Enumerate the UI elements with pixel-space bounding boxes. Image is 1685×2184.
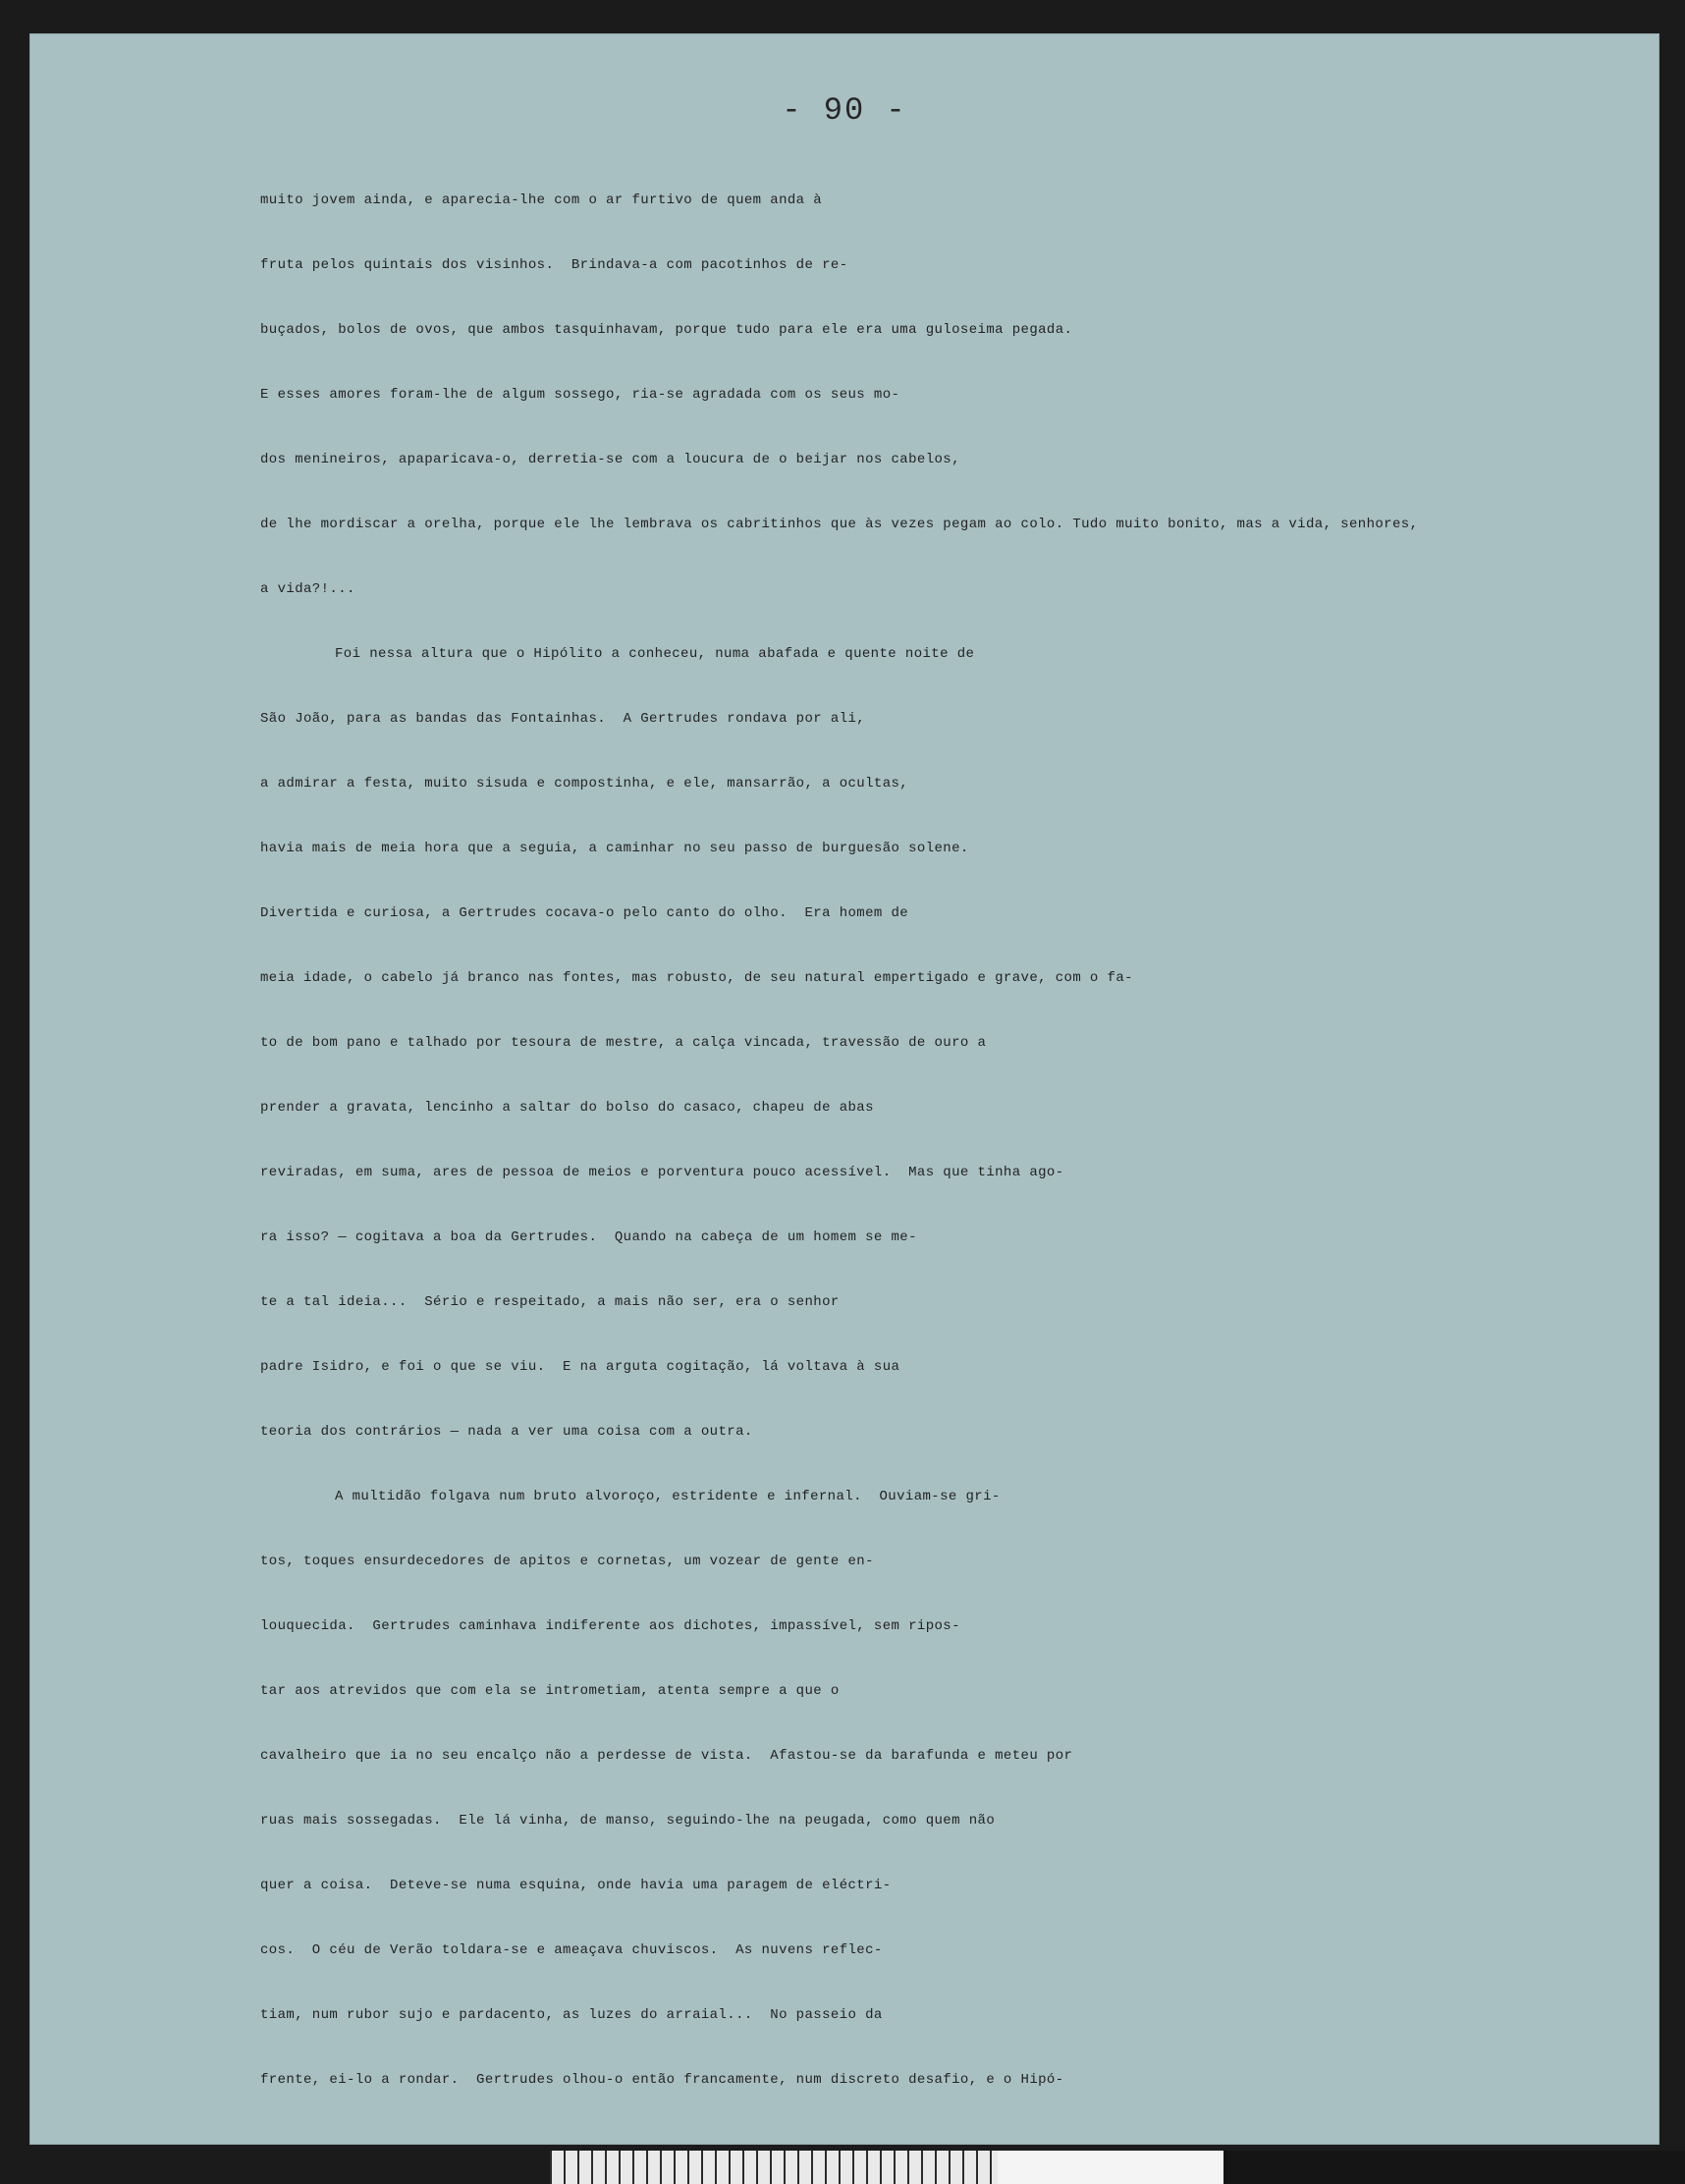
text-line: tiam, num rubor sujo e pardacento, as luzes do arraial... No passeio da [260, 2007, 883, 2023]
text-line: padre Isidro, e foi o que se viu. E na arguta cogitação, lá voltava à sua [260, 1359, 900, 1375]
text-line: havia mais de meia hora que a seguia, a caminhar no seu passo de burguesão solene. [260, 841, 969, 856]
text-line: prender a gravata, lencinho a saltar do bolso do casaco, chapeu de abas [260, 1100, 874, 1116]
text-line: meia idade, o cabelo já branco nas fontes, mas robusto, de seu natural empertigado e grave, com o fa- [260, 970, 1133, 986]
text-line: tos, toques ensurdecedores de apitos e cornetas, um vozear de gente en- [260, 1554, 874, 1569]
text-line: a vida?!... [260, 581, 355, 597]
text-line: E esses amores foram-lhe de algum sossego, ria-se agradada com os seus mo- [260, 387, 900, 403]
ruler-dark-segment [1223, 2151, 1685, 2184]
scale-ruler [550, 2151, 1685, 2184]
text-line: muito jovem ainda, e aparecia-lhe com o ar furtivo de quem anda à [260, 192, 823, 208]
text-line: A multidão folgava num bruto alvoroço, estridente e infernal. Ouviam-se gri- [335, 1489, 1001, 1504]
text-line: dos menineiros, apaparicava-o, derretia-se com a loucura de o beijar nos cabelos, [260, 452, 960, 467]
text-line: Divertida e curiosa, a Gertrudes cocava-o pelo canto do olho. Era homem de [260, 905, 909, 921]
text-line: teoria dos contrários — nada a ver uma coisa com a outra. [260, 1424, 753, 1440]
text-line: a admirar a festa, muito sisuda e compostinha, e ele, mansarrão, a ocultas, [260, 776, 909, 792]
text-line: te a tal ideia... Sério e respeitado, a mais não ser, era o senhor [260, 1294, 840, 1310]
text-line: ra isso? — cogitava a boa da Gertrudes. Quando na cabeça de um homem se me- [260, 1229, 917, 1245]
typescript-page [29, 33, 1659, 2145]
ruler-light-segment [998, 2151, 1223, 2184]
text-line: de lhe mordiscar a orelha, porque ele lhe lembrava os cabritinhos que às vezes pegam ao colo. Tudo muito bonito, mas a vida, senhores, [260, 517, 1419, 532]
text-line: Foi nessa altura que o Hipólito a conheceu, numa abafada e quente noite de [335, 646, 975, 662]
text-line: reviradas, em suma, ares de pessoa de meios e porventura pouco acessível. Mas que tinha ago- [260, 1165, 1064, 1180]
page-number: - 90 - [782, 92, 907, 129]
text-line: fruta pelos quintais dos visinhos. Brindava-a com pacotinhos de re- [260, 257, 848, 273]
text-line: tar aos atrevidos que com ela se intrometiam, atenta sempre a que o [260, 1683, 840, 1699]
text-line: buçados, bolos de ovos, que ambos tasquinhavam, porque tudo para ele era uma guloseima pegada. [260, 322, 1073, 338]
text-line: São João, para as bandas das Fontainhas. A Gertrudes rondava por ali, [260, 711, 866, 727]
text-line: cavalheiro que ia no seu encalço não a perdesse de vista. Afastou-se da barafunda e meteu por [260, 1748, 1073, 1764]
text-line: frente, ei-lo a rondar. Gertrudes olhou-o então francamente, num discreto desafio, e o Hipó- [260, 2072, 1064, 2088]
text-line: ruas mais sossegadas. Ele lá vinha, de manso, seguindo-lhe na peugada, como quem não [260, 1813, 996, 1829]
text-line: quer a coisa. Deteve-se numa esquina, onde havia uma paragem de eléctri- [260, 1878, 892, 1893]
text-line: louquecida. Gertrudes caminhava indiferente aos dichotes, impassível, sem ripos- [260, 1618, 960, 1634]
text-line: to de bom pano e talhado por tesoura de mestre, a calça vincada, travessão de ouro a [260, 1035, 987, 1051]
text-line: cos. O céu de Verão toldara-se e ameaçava chuviscos. As nuvens reflec- [260, 1942, 883, 1958]
